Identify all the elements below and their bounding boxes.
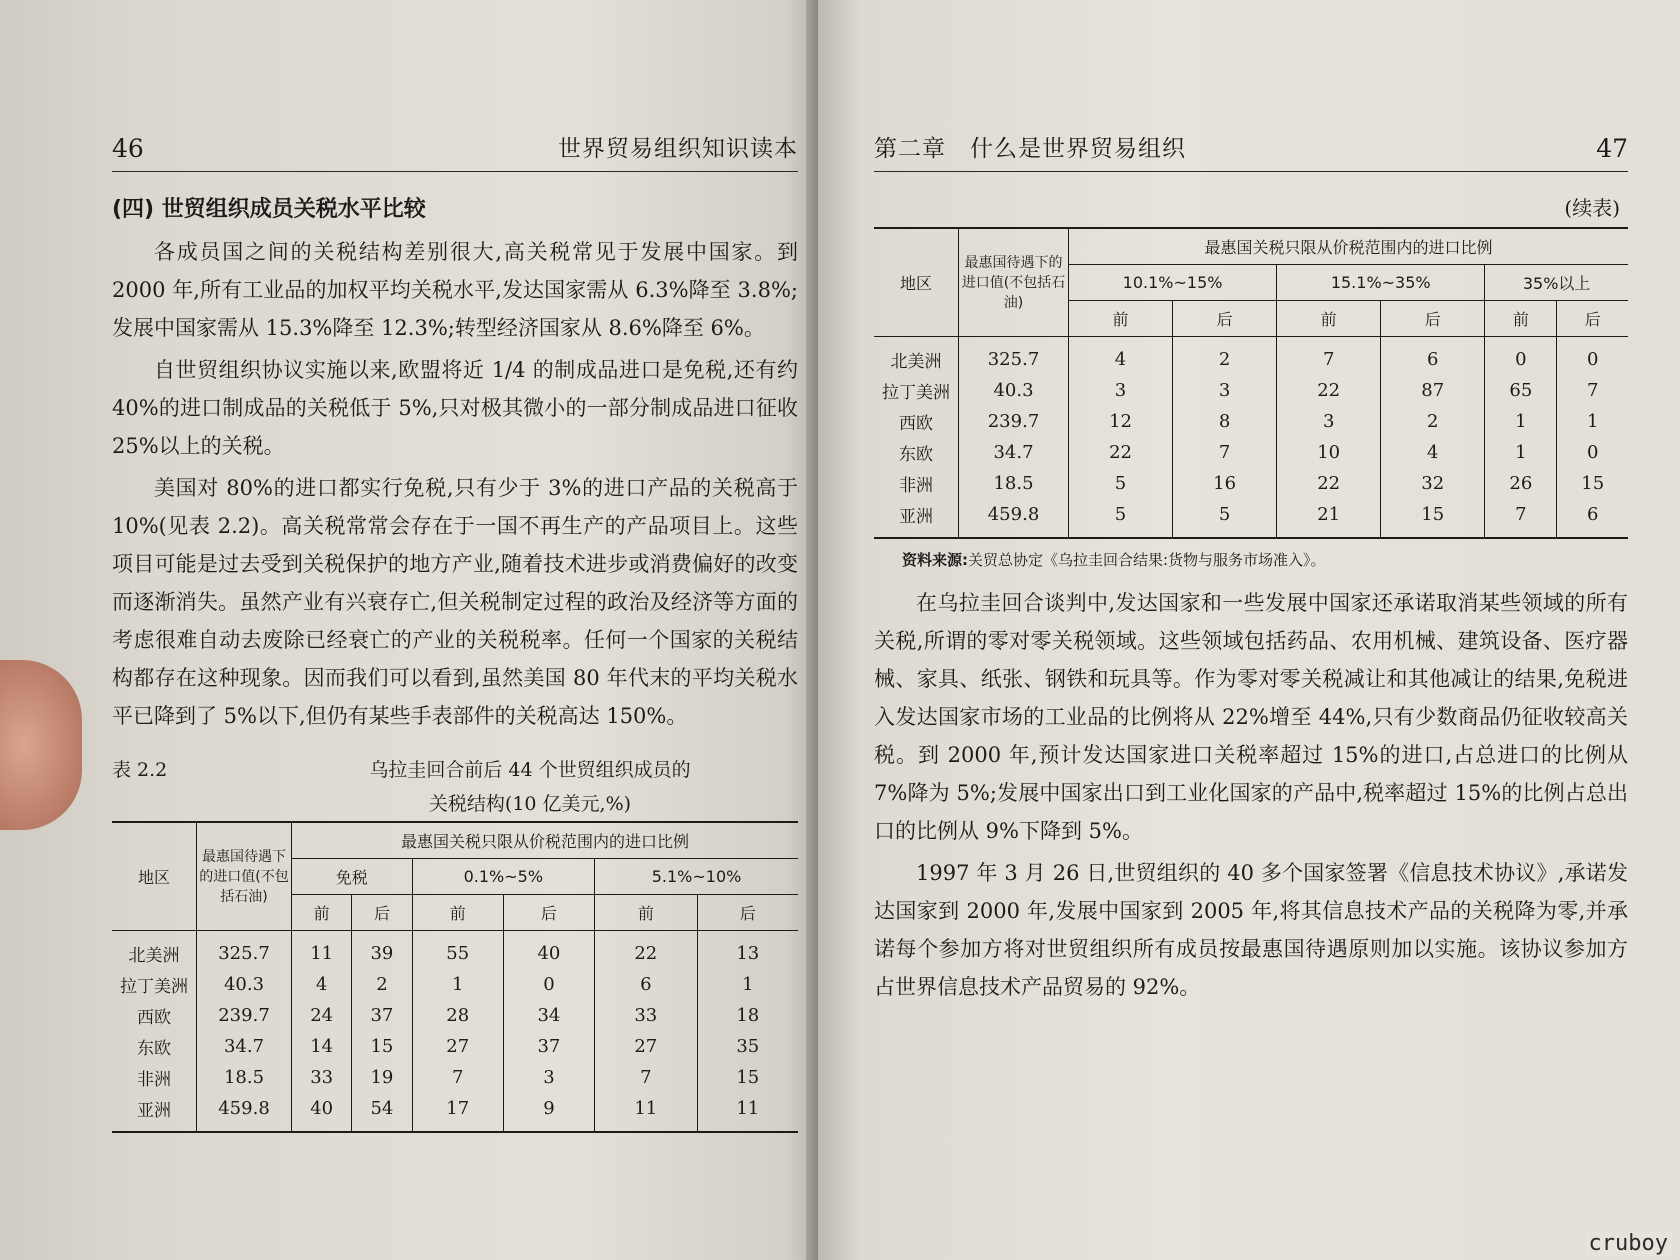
percent-cell: 65 — [1485, 375, 1557, 406]
percent-cell: 40 — [292, 1093, 352, 1132]
percent-cell: 0 — [1557, 437, 1628, 468]
before-header: 前 — [1069, 301, 1173, 337]
table-row — [874, 499, 1628, 538]
table-caption — [112, 753, 798, 821]
percent-cell: 16 — [1173, 468, 1277, 499]
after-header: 后 — [697, 895, 798, 931]
percent-cell: 3 — [1173, 375, 1277, 406]
region-cell: 东欧 — [137, 1039, 171, 1059]
import-value-cell: 34.7 — [959, 437, 1069, 468]
percent-cell: 0 — [503, 969, 594, 1000]
table-title — [262, 753, 798, 821]
percent-cell: 6 — [595, 969, 698, 1000]
percent-cell: 33 — [595, 1000, 698, 1031]
left-paragraph-2: 自世贸组织协议实施以来,欧盟将近 1/4 的制成品进口是免税,还有约 40%的进口制成品的关税低于 5%,只对极其微小的一部分制成品进口征收 25%以上的关税。 — [112, 358, 798, 458]
percent-cell: 22 — [1069, 437, 1173, 468]
before-header: 前 — [595, 895, 698, 931]
import-value-cell: 239.7 — [959, 406, 1069, 437]
percent-cell: 55 — [412, 931, 503, 970]
table-row — [112, 1062, 798, 1093]
right-page-number: 47 — [1596, 134, 1628, 163]
import-value-cell: 40.3 — [959, 375, 1069, 406]
percent-cell: 4 — [1069, 337, 1173, 376]
before-header: 前 — [292, 895, 352, 931]
source-label: 资料来源: — [902, 551, 968, 569]
region-cell: 非洲 — [137, 1070, 171, 1090]
percent-cell: 0 — [1557, 337, 1628, 376]
import-value-cell: 34.7 — [197, 1031, 292, 1062]
region-cell: 亚洲 — [899, 507, 933, 527]
before-header: 前 — [1485, 301, 1557, 337]
band-header: 5.1%~10% — [595, 859, 798, 895]
table-title-line-1: 乌拉圭回合前后 44 个世贸组织成员的 — [369, 759, 691, 781]
percent-cell: 12 — [1069, 406, 1173, 437]
col-region: 地区 — [112, 822, 197, 931]
table-title-line-2: 关税结构(10 亿美元,%) — [428, 793, 632, 815]
after-header: 后 — [1557, 301, 1628, 337]
tariff-table-part-2 — [874, 227, 1628, 539]
percent-cell: 11 — [292, 931, 352, 970]
percent-cell: 37 — [503, 1031, 594, 1062]
import-value-cell: 239.7 — [197, 1000, 292, 1031]
percent-cell: 21 — [1277, 499, 1381, 538]
percent-cell: 15 — [697, 1062, 798, 1093]
region-cell: 北美洲 — [128, 946, 180, 966]
percent-cell: 32 — [1381, 468, 1485, 499]
percent-cell: 4 — [292, 969, 352, 1000]
percent-cell: 7 — [412, 1062, 503, 1093]
import-value-cell: 18.5 — [197, 1062, 292, 1093]
percent-cell: 22 — [1277, 375, 1381, 406]
percent-cell: 39 — [352, 931, 412, 970]
percent-cell: 1 — [697, 969, 798, 1000]
tariff-table-part-1 — [112, 821, 798, 1133]
percent-cell: 2 — [1381, 406, 1485, 437]
percent-cell: 7 — [1173, 437, 1277, 468]
percent-cell: 35 — [697, 1031, 798, 1062]
right-page — [818, 0, 1680, 1260]
region-cell: 东欧 — [899, 445, 933, 465]
percent-cell: 11 — [595, 1093, 698, 1132]
table-row — [112, 1093, 798, 1132]
table-row — [874, 468, 1628, 499]
table-row — [874, 437, 1628, 468]
percent-cell: 33 — [292, 1062, 352, 1093]
percent-cell: 15 — [352, 1031, 412, 1062]
import-value-cell: 459.8 — [197, 1093, 292, 1132]
left-paragraph-3: 美国对 80%的进口都实行免税,只有少于 3%的进口产品的关税高于 10%(见表 2.2)。高关税常常会存在于一国不再生产的产品项目上。这些项目可能是过去受到关税保护的地方产业,随着技术进步或消费偏好的改变而逐渐消失。虽然产业有兴衰存亡,但关税制定过程的政治及经济等方面的考虑很难自动去废除已经衰亡的产业的关税税率。任何一个国家的关税结构都存在这种现象。因而我们可以看到,虽然美国 80 年代末的平均关税水平已降到了 5%以下,但仍有某些手表部件的关税高达 150%。 — [112, 476, 798, 728]
right-running-head — [874, 130, 1628, 172]
percent-cell: 1 — [412, 969, 503, 1000]
col-group-header: 最惠国关税只限从价税范围内的进口比例 — [1069, 228, 1629, 265]
section-heading: (四) 世贸组织成员关税水平比较 — [112, 197, 426, 222]
import-value-cell: 325.7 — [197, 931, 292, 970]
region-cell: 拉丁美洲 — [120, 977, 188, 997]
percent-cell: 6 — [1557, 499, 1628, 538]
table-row — [874, 406, 1628, 437]
percent-cell: 1 — [1485, 437, 1557, 468]
percent-cell: 5 — [1069, 499, 1173, 538]
percent-cell: 11 — [697, 1093, 798, 1132]
after-header: 后 — [352, 895, 412, 931]
band-header: 15.1%~35% — [1277, 265, 1485, 301]
table-row — [874, 337, 1628, 376]
percent-cell: 1 — [1557, 406, 1628, 437]
percent-cell: 5 — [1173, 499, 1277, 538]
region-cell: 非洲 — [899, 476, 933, 496]
col-group-header: 最惠国关税只限从价税范围内的进口比例 — [292, 822, 799, 859]
percent-cell: 5 — [1069, 468, 1173, 499]
percent-cell: 7 — [1485, 499, 1557, 538]
col-region: 地区 — [874, 228, 959, 337]
percent-cell: 4 — [1381, 437, 1485, 468]
table-row — [874, 375, 1628, 406]
region-cell: 北美洲 — [890, 352, 942, 372]
import-value-cell: 40.3 — [197, 969, 292, 1000]
region-cell: 拉丁美洲 — [882, 383, 950, 403]
percent-cell: 34 — [503, 1000, 594, 1031]
percent-cell: 3 — [1277, 406, 1381, 437]
before-header: 前 — [412, 895, 503, 931]
thumb — [0, 660, 82, 830]
percent-cell: 13 — [697, 931, 798, 970]
percent-cell: 7 — [1557, 375, 1628, 406]
percent-cell: 54 — [352, 1093, 412, 1132]
after-header: 后 — [503, 895, 594, 931]
percent-cell: 3 — [503, 1062, 594, 1093]
right-paragraph-2: 1997 年 3 月 26 日,世贸组织的 40 多个国家签署《信息技术协议》,承诺发达国家到 2000 年,发展中国家到 2005 年,将其信息技术产品的关税降为零,并承诺每个参加方将对世贸组织所有成员按最惠国待遇原则加以实施。该协议参加方占世界信息技术产品贸易的 92%。 — [874, 861, 1628, 999]
percent-cell: 14 — [292, 1031, 352, 1062]
left-running-head — [112, 130, 798, 172]
col-mfn-import-value: 最惠国待遇下的进口值(不包括石油) — [959, 228, 1069, 337]
percent-cell: 15 — [1557, 468, 1628, 499]
table-row — [112, 1000, 798, 1031]
percent-cell: 22 — [1277, 468, 1381, 499]
band-header: 免税 — [292, 859, 413, 895]
left-page-number: 46 — [112, 134, 144, 163]
percent-cell: 22 — [595, 931, 698, 970]
right-paragraph-1: 在乌拉圭回合谈判中,发达国家和一些发展中国家还承诺取消某些领域的所有关税,所谓的零对零关税领域。这些领域包括药品、农用机械、建筑设备、医疗器械、家具、纸张、钢铁和玩具等。作为零对零关税减让和其他减让的结果,免税进入发达国家市场的工业品的比例将从 22%增至 44%,只有少数商品仍征收较高关税。到 2000 年,预计发达国家进口关税率超过 15%的进口,占总进口的比例从 7%降为 5%;发展中国家出口到工业化国家的产品中,税率超过 15%的比例占总出口的比例从 9%下降到 5%。 — [874, 591, 1628, 843]
percent-cell: 8 — [1173, 406, 1277, 437]
percent-cell: 87 — [1381, 375, 1485, 406]
percent-cell: 40 — [503, 931, 594, 970]
percent-cell: 6 — [1381, 337, 1485, 376]
table-label: 表 2.2 — [112, 759, 168, 781]
percent-cell: 26 — [1485, 468, 1557, 499]
region-cell: 西欧 — [137, 1008, 171, 1028]
percent-cell: 0 — [1485, 337, 1557, 376]
import-value-cell: 325.7 — [959, 337, 1069, 376]
percent-cell: 17 — [412, 1093, 503, 1132]
band-header: 0.1%~5% — [412, 859, 594, 895]
percent-cell: 15 — [1381, 499, 1485, 538]
col-mfn-import-value: 最惠国待遇下的进口值(不包括石油) — [197, 822, 292, 931]
after-header: 后 — [1173, 301, 1277, 337]
percent-cell: 27 — [595, 1031, 698, 1062]
percent-cell: 18 — [697, 1000, 798, 1031]
right-running-title: 第二章 什么是世界贸易组织 — [874, 136, 1186, 162]
percent-cell: 3 — [1069, 375, 1173, 406]
import-value-cell: 18.5 — [959, 468, 1069, 499]
percent-cell: 10 — [1277, 437, 1381, 468]
percent-cell: 2 — [1173, 337, 1277, 376]
percent-cell: 19 — [352, 1062, 412, 1093]
band-header: 35%以上 — [1485, 265, 1628, 301]
source-text: 关贸总协定《乌拉圭回合结果:货物与服务市场准入》。 — [968, 551, 1326, 569]
table-row — [112, 1031, 798, 1062]
left-running-title: 世界贸易组织知识读本 — [558, 136, 798, 162]
table-source — [902, 549, 1628, 570]
percent-cell: 27 — [412, 1031, 503, 1062]
table-row — [112, 969, 798, 1000]
percent-cell: 37 — [352, 1000, 412, 1031]
percent-cell: 2 — [352, 969, 412, 1000]
percent-cell: 7 — [595, 1062, 698, 1093]
watermark-text: cruboy — [1585, 1231, 1672, 1256]
after-header: 后 — [1381, 301, 1485, 337]
percent-cell: 9 — [503, 1093, 594, 1132]
region-cell: 西欧 — [899, 414, 933, 434]
left-paragraph-1: 各成员国之间的关税结构差别很大,高关税常见于发展中国家。到 2000 年,所有工业品的加权平均关税水平,发达国家需从 6.3%降至 3.8%;发展中国家需从 15.3%降至 12.3%;转型经济国家从 8.6%降至 6%。 — [112, 240, 798, 340]
percent-cell: 1 — [1485, 406, 1557, 437]
import-value-cell: 459.8 — [959, 499, 1069, 538]
percent-cell: 7 — [1277, 337, 1381, 376]
region-cell: 亚洲 — [137, 1101, 171, 1121]
table-row — [112, 931, 798, 970]
band-header: 10.1%~15% — [1069, 265, 1277, 301]
left-page — [0, 0, 818, 1260]
before-header: 前 — [1277, 301, 1381, 337]
continued-label: (续表) — [1564, 196, 1620, 220]
percent-cell: 24 — [292, 1000, 352, 1031]
percent-cell: 28 — [412, 1000, 503, 1031]
